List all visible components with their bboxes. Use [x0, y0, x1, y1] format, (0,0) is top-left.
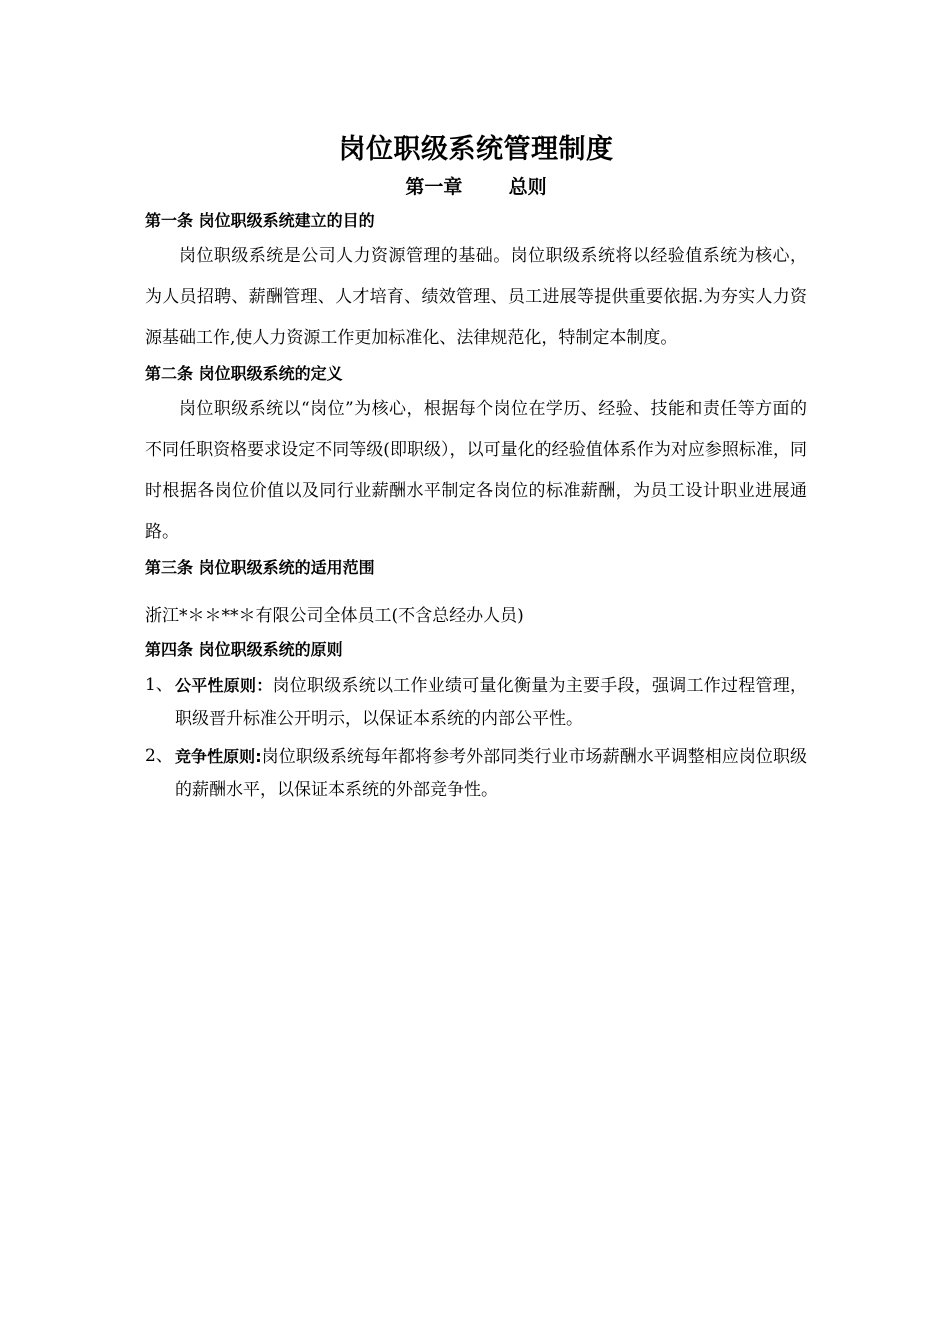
chapter-title: 第一章 总则 [405, 176, 547, 198]
scope-text: 浙江*＊＊**＊有限公司全体员工(不含总经办人员) [145, 606, 524, 626]
principle-number: 1、 [145, 675, 173, 695]
article-2 [145, 359, 807, 553]
principle-item-fairness [145, 669, 807, 736]
article-1 [145, 206, 807, 359]
article-paragraph: 岗位职级系统以“岗位”为核心，根据每个岗位在学历、经验、技能和责任等方面的不同任职资格要求设定不同等级(即职级），以可量化的经验值体系作为对应参照标准，同时根据各岗位价值以及同行业薪酬水平制定各岗位的标准薪酬，为员工设计职业进展通路。 [145, 399, 807, 542]
article-heading: 第三条 岗位职级系统的适用范围 [145, 558, 375, 577]
principle-text: 岗位职级系统每年都将参考外部同类行业市场薪酬水平调整相应岗位职级的薪酬水平，以保证本系统的外部竞争性。 [175, 747, 808, 800]
document-content [145, 128, 807, 807]
principle-number: 2、 [145, 746, 173, 766]
document-title: 岗位职级系统管理制度 [338, 134, 614, 165]
article-3 [145, 553, 807, 631]
principle-label: 竞争性原则: [175, 747, 262, 766]
principle-body [175, 669, 807, 736]
principle-text: 岗位职级系统以工作业绩可量化衡量为主要手段，强调工作过程管理，职级晋升标准公开明示，以保证本系统的内部公平性。 [175, 676, 807, 729]
principle-label: 公平性原则： [175, 676, 273, 695]
article-heading: 第四条 岗位职级系统的原则 [145, 640, 343, 659]
principle-body [175, 740, 807, 807]
principle-item-competitiveness [145, 740, 807, 807]
article-paragraph: 岗位职级系统是公司人力资源管理的基础。岗位职级系统将以经验值系统为核心，为人员招聘、薪酬管理、人才培育、绩效管理、员工进展等提供重要依据.为夯实人力资源基础工作,使人力资源工作更加标准化、法律规范化，特制定本制度。 [145, 246, 807, 348]
article-heading: 第二条 岗位职级系统的定义 [145, 364, 343, 383]
article-heading: 第一条 岗位职级系统建立的目的 [145, 211, 375, 230]
article-4 [145, 635, 807, 807]
